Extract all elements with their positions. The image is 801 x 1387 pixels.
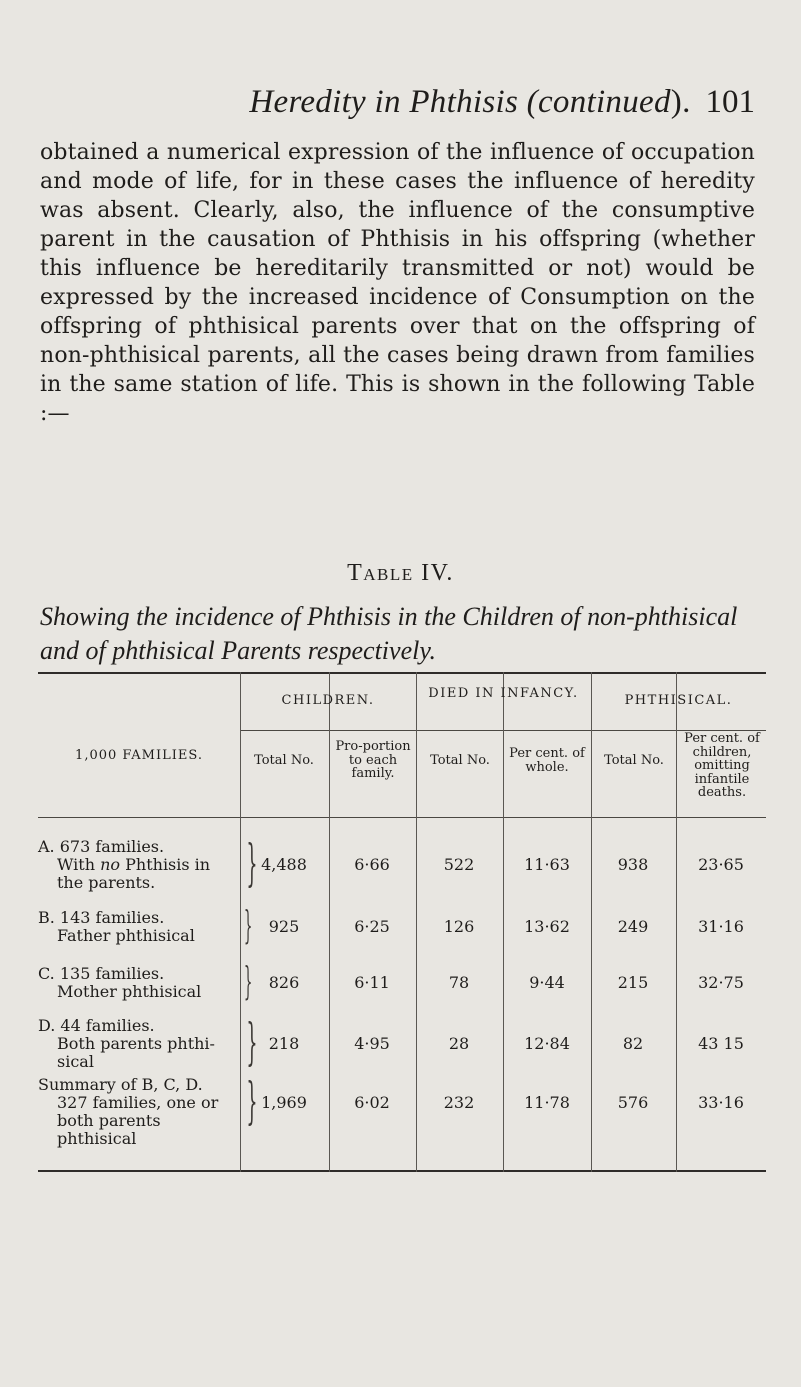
col-divider: [591, 672, 592, 1172]
column-header: Total No.: [604, 753, 664, 768]
table-cell: 249: [617, 917, 649, 936]
table-cell: 43 15: [698, 1034, 744, 1053]
table-cell: 31·16: [698, 917, 744, 936]
table-cell: 9·44: [529, 973, 565, 992]
row-label-line: the parents.: [57, 873, 156, 892]
table-cell: 6·66: [354, 855, 390, 874]
table-bottom-rule: [38, 1170, 766, 1172]
table-cell: 925: [268, 917, 300, 936]
row-label-line: sical: [57, 1052, 94, 1071]
table-top-rule: [38, 672, 766, 674]
table-cell: 938: [617, 855, 649, 874]
body-paragraph: obtained a numerical expression of the influence of occupation and mode of life, for in these cases the influence of heredity was absent. Clearly, also, the influence of the consumptive parent in the causation of Phthisis in his offspring (whether this influence be hereditarily transmitted or not) would be expressed by the increased incidence of Consumption on the offspring of phthisical parents over that on the offspring of non-phthisical parents, all the cases being drawn from families in the same station of life. This is shown in the following Table :—: [40, 140, 755, 426]
table-cell: 33·16: [698, 1093, 744, 1112]
header-bottom-rule: [38, 817, 766, 818]
row-label-line: B. 143 families.: [38, 908, 165, 927]
col-divider: [416, 672, 417, 1172]
row-label-line: A. 673 families.: [38, 837, 165, 856]
table-cell: 6·25: [354, 917, 390, 936]
row-label-line: C. 135 families.: [38, 964, 165, 983]
column-header: Per cent. of children, omitting infantile deaths.: [684, 731, 760, 800]
brace-glyph: }: [246, 1072, 258, 1130]
table-cell: 1,969: [261, 1093, 307, 1112]
table-cell: 218: [268, 1034, 300, 1053]
table-cell: 11·63: [524, 855, 570, 874]
brace-glyph: }: [243, 903, 253, 947]
stub-header: 1,000 FAMILIES.: [75, 748, 203, 763]
table-cell: 826: [268, 973, 300, 992]
column-header: Total No.: [254, 753, 314, 768]
running-title-continued: continued: [537, 84, 671, 120]
table-cell: 11·78: [524, 1093, 570, 1112]
table-cell: 4,488: [261, 855, 307, 874]
group-header-phthisical: PHTHISICAL.: [624, 693, 733, 708]
group-header-children: CHILDREN.: [281, 693, 375, 708]
table-cell: 6·02: [354, 1093, 390, 1112]
brace-glyph: }: [243, 959, 253, 1003]
table-title: Table IV.: [347, 560, 454, 586]
row-label-line: Mother phthisical: [57, 982, 202, 1001]
page-number: 101: [705, 84, 755, 120]
table-cell: 6·11: [354, 973, 390, 992]
row-label: [38, 1076, 238, 1148]
row-label-line: Summary of B, C, D.: [38, 1075, 203, 1094]
table-cell: 23·65: [698, 855, 744, 874]
row-label-line: D. 44 families.: [38, 1016, 155, 1035]
table-cell: 126: [443, 917, 475, 936]
table-cell: 28: [448, 1034, 470, 1053]
table-caption: Showing the incidence of Phthisis in the Children of non-phthisical and of phthisical Parents respectively.: [40, 602, 738, 665]
row-label-line: Both parents phthi-: [57, 1034, 215, 1053]
brace-glyph: }: [246, 834, 258, 892]
group-header-died-in-infancy: DIED IN INFANCY.: [428, 686, 579, 701]
row-label: [38, 838, 238, 892]
row-label: [38, 965, 238, 1001]
col-divider: [503, 672, 504, 1172]
col-divider: [676, 672, 677, 1172]
brace-glyph: }: [246, 1013, 258, 1071]
table-cell: 13·62: [524, 917, 570, 936]
running-title: [240, 84, 700, 121]
table-cell: 576: [617, 1093, 649, 1112]
column-header: Total No.: [430, 753, 490, 768]
table-cell: 12·84: [524, 1034, 570, 1053]
row-label: [38, 909, 238, 945]
column-header: Per cent. of whole.: [509, 746, 585, 775]
table-cell: 232: [443, 1093, 475, 1112]
column-header: Pro-portion to each family.: [335, 739, 411, 781]
table-cell: 82: [622, 1034, 644, 1053]
row-label-line: both parents phthisical: [57, 1111, 161, 1148]
table-cell: 78: [448, 973, 470, 992]
table-cell: 4·95: [354, 1034, 390, 1053]
running-title-close: ).: [670, 84, 691, 120]
table-cell: 32·75: [698, 973, 744, 992]
running-title-main: Heredity in Phthisis (: [249, 84, 538, 120]
row-label-line: 327 families, one or: [57, 1093, 219, 1112]
row-label: [38, 1017, 238, 1071]
col-divider: [329, 672, 330, 1172]
row-label-line: Father phthisical: [57, 926, 195, 945]
row-label-line: With no Phthisis in: [57, 855, 211, 874]
table-cell: 215: [617, 973, 649, 992]
running-header: [0, 84, 801, 134]
col-divider: [240, 672, 241, 1172]
table-cell: 522: [443, 855, 475, 874]
